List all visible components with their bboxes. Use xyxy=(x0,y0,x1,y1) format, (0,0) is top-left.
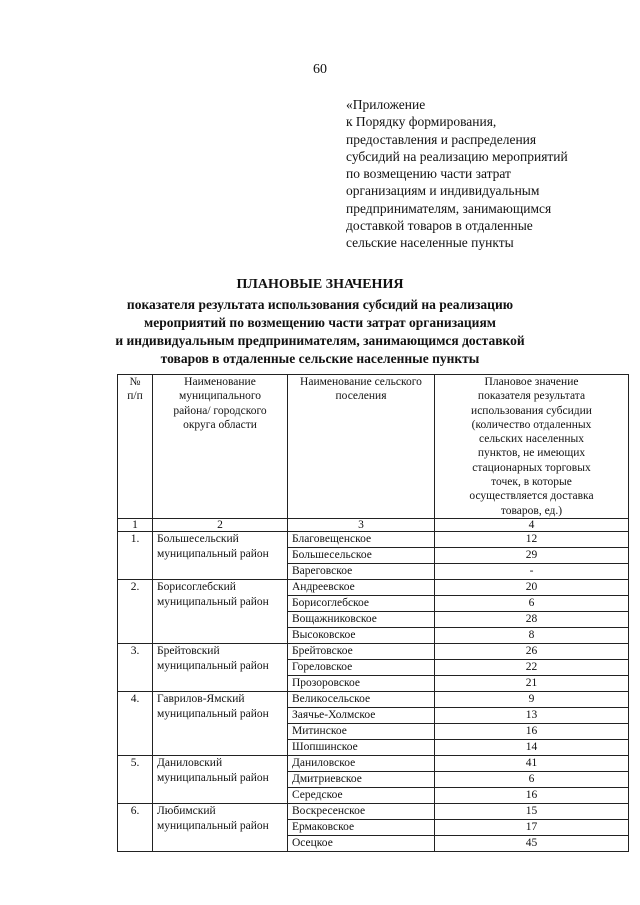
appendix-line: предоставления и распределения xyxy=(346,131,537,147)
table-header-row xyxy=(118,375,629,519)
value-cell: 22 xyxy=(435,659,629,675)
header-settlement: Наименование сельского поселения xyxy=(288,375,435,519)
appendix-note xyxy=(346,96,616,252)
settlement-cell: Осецкое xyxy=(288,835,435,851)
header-value: Плановое значение показателя результата использования субсидии (количество отдаленных сельских населенных пунктов, не имеющих стационарных торговых точек, в которые осуществляется доставка товаров, ед.) xyxy=(435,375,629,519)
settlement-cell: Митинское xyxy=(288,723,435,739)
subtitle-line: мероприятий по возмещению части затрат организациям xyxy=(144,315,496,330)
settlement-cell: Воскресенское xyxy=(288,803,435,819)
subtitle-line: товаров в отдаленные сельские населенные пункты xyxy=(160,351,480,366)
settlement-cell: Брейтовское xyxy=(288,643,435,659)
table-row xyxy=(118,531,629,547)
appendix-line: организациям и индивидуальным xyxy=(346,183,540,199)
table-row xyxy=(118,755,629,771)
table-body xyxy=(118,531,629,851)
column-numbers-row xyxy=(118,518,629,531)
table-row xyxy=(118,643,629,659)
page-number: 60 xyxy=(313,62,327,77)
column-number: 1 xyxy=(118,518,153,531)
value-cell: 28 xyxy=(435,611,629,627)
settlement-cell: Шопшинское xyxy=(288,739,435,755)
settlement-cell: Борисоглебское xyxy=(288,595,435,611)
subtitle-line: и индивидуальным предпринимателям, занимающимся доставкой xyxy=(115,333,525,348)
planned-values-table xyxy=(117,374,629,852)
settlement-cell: Большесельское xyxy=(288,547,435,563)
appendix-line: субсидий на реализацию мероприятий xyxy=(346,148,568,164)
row-number-cell: 1. xyxy=(118,531,153,579)
appendix-line: доставкой товаров в отдаленные xyxy=(346,218,533,234)
district-cell: Борисоглебский муниципальный район xyxy=(153,579,288,643)
row-number-cell: 4. xyxy=(118,691,153,755)
appendix-line: сельские населенные пункты xyxy=(346,235,514,251)
settlement-cell: Дмитриевское xyxy=(288,771,435,787)
settlement-cell: Вареговское xyxy=(288,563,435,579)
settlement-cell: Даниловское xyxy=(288,755,435,771)
column-number: 2 xyxy=(153,518,288,531)
row-number-cell: 5. xyxy=(118,755,153,803)
subtitle-line: показателя результата использования субсидий на реализацию xyxy=(126,297,514,312)
header-district: Наименование муниципального района/ городского округа области xyxy=(153,375,288,519)
settlement-cell: Благовещенское xyxy=(288,531,435,547)
row-number-cell: 6. xyxy=(118,803,153,851)
column-number: 3 xyxy=(288,518,435,531)
district-cell: Любимский муниципальный район xyxy=(153,803,288,851)
value-cell: 9 xyxy=(435,691,629,707)
appendix-line: предпринимателям, занимающимся xyxy=(346,200,552,216)
value-cell: 17 xyxy=(435,819,629,835)
column-number: 4 xyxy=(435,518,629,531)
value-cell: 16 xyxy=(435,787,629,803)
settlement-cell: Прозоровское xyxy=(288,675,435,691)
value-cell: 45 xyxy=(435,835,629,851)
settlement-cell: Заячье-Холмское xyxy=(288,707,435,723)
value-cell: 20 xyxy=(435,579,629,595)
value-cell: 16 xyxy=(435,723,629,739)
value-cell: 6 xyxy=(435,595,629,611)
document-subtitle xyxy=(0,296,640,368)
district-cell: Большесельский муниципальный район xyxy=(153,531,288,579)
value-cell: 21 xyxy=(435,675,629,691)
value-cell: 12 xyxy=(435,531,629,547)
settlement-cell: Середское xyxy=(288,787,435,803)
settlement-cell: Ермаковское xyxy=(288,819,435,835)
header-no: № п/п xyxy=(118,375,153,519)
value-cell: 14 xyxy=(435,739,629,755)
document-title: ПЛАНОВЫЕ ЗНАЧЕНИЯ xyxy=(236,277,404,292)
row-number-cell: 3. xyxy=(118,643,153,691)
value-cell: 41 xyxy=(435,755,629,771)
table-row xyxy=(118,803,629,819)
value-cell: - xyxy=(435,563,629,579)
settlement-cell: Высоковское xyxy=(288,627,435,643)
settlement-cell: Вощажниковское xyxy=(288,611,435,627)
value-cell: 6 xyxy=(435,771,629,787)
settlement-cell: Великосельское xyxy=(288,691,435,707)
appendix-line: «Приложение xyxy=(346,97,426,112)
appendix-line: по возмещению части затрат xyxy=(346,166,511,182)
settlement-cell: Андреевское xyxy=(288,579,435,595)
value-cell: 26 xyxy=(435,643,629,659)
table-row xyxy=(118,691,629,707)
table-row xyxy=(118,579,629,595)
value-cell: 29 xyxy=(435,547,629,563)
district-cell: Брейтовский муниципальный район xyxy=(153,643,288,691)
value-cell: 15 xyxy=(435,803,629,819)
appendix-line: к Порядку формирования, xyxy=(346,114,497,130)
value-cell: 8 xyxy=(435,627,629,643)
row-number-cell: 2. xyxy=(118,579,153,643)
value-cell: 13 xyxy=(435,707,629,723)
settlement-cell: Гореловское xyxy=(288,659,435,675)
district-cell: Даниловский муниципальный район xyxy=(153,755,288,803)
district-cell: Гаврилов-Ямский муниципальный район xyxy=(153,691,288,755)
